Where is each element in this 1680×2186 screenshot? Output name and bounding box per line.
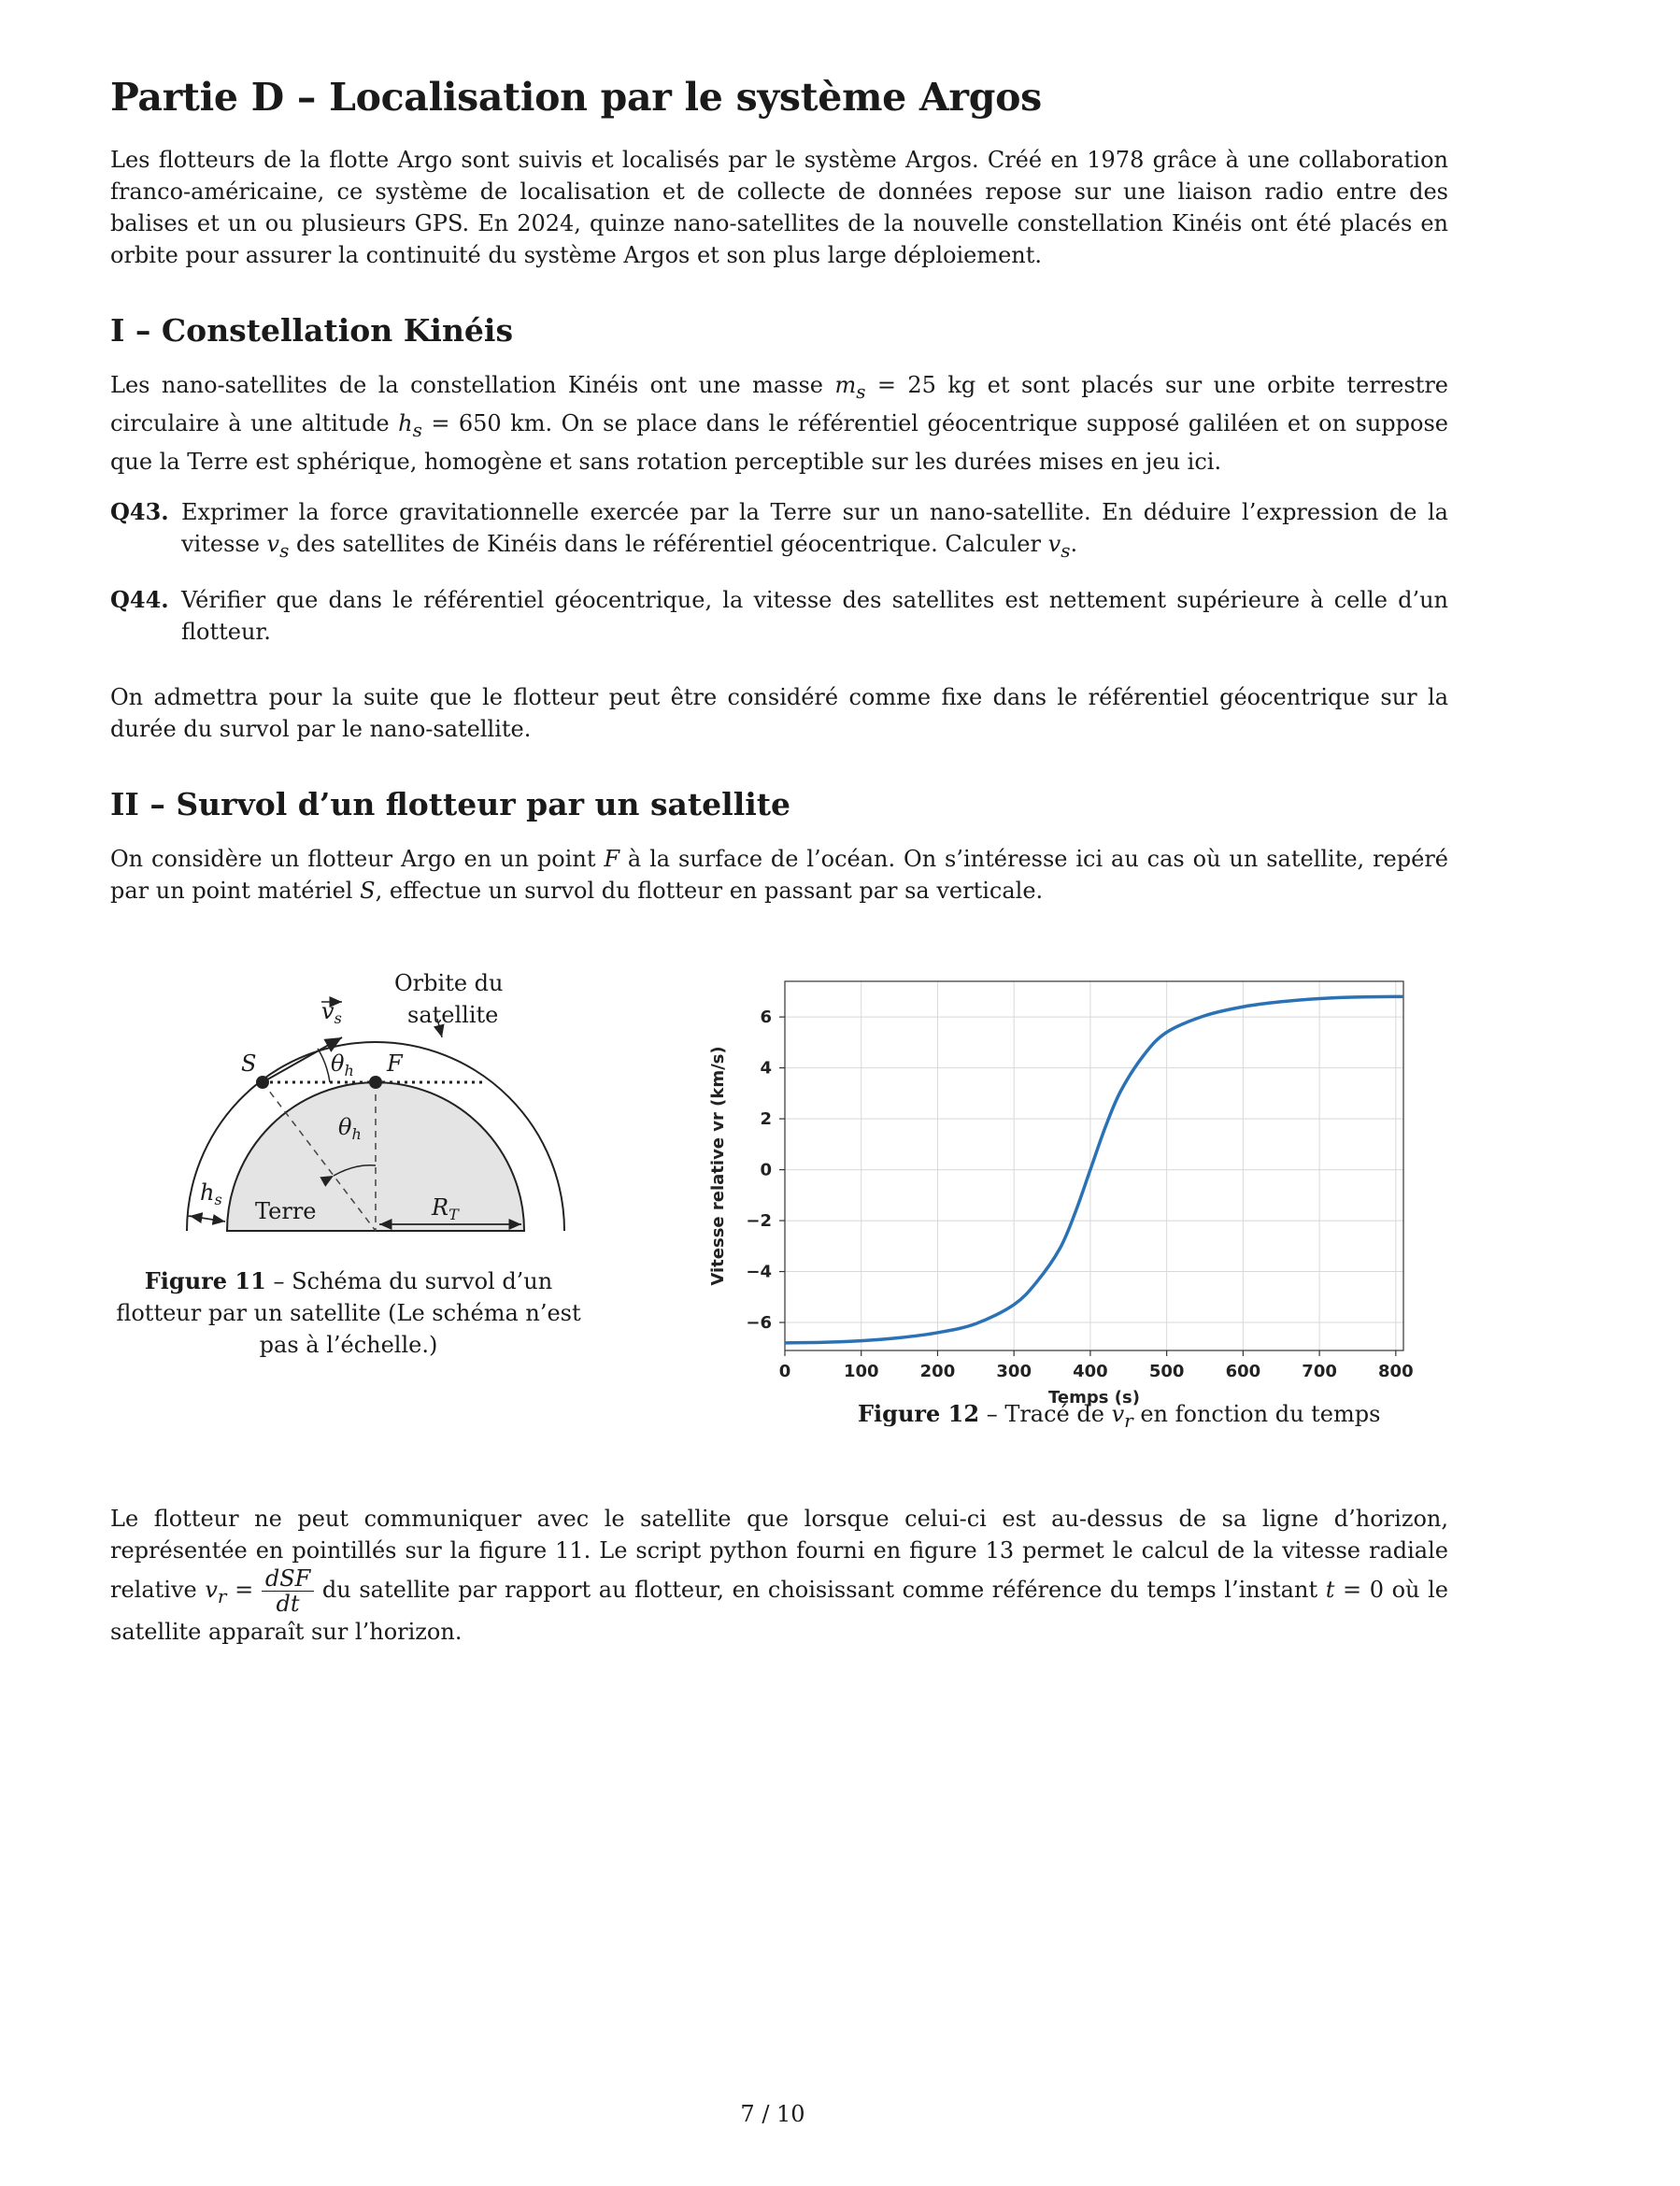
x-tick-label: 800 [1378, 1362, 1414, 1382]
x-axis-label: Temps (s) [1048, 1388, 1140, 1408]
x-tick-label: 700 [1302, 1362, 1337, 1382]
y-tick-label: 4 [760, 1059, 772, 1079]
satellite-point [256, 1076, 269, 1089]
y-axis-label: Vitesse relative vr (km/s) [708, 1046, 728, 1287]
velocity-chart [671, 944, 1493, 1408]
question-q44: Q44. Vérifier que dans le référentiel géocentrique, la vitesse des satellites est nettement supérieure à celle d’un flotteur. [110, 586, 1448, 646]
figure-11-caption: Figure 11 – Schéma du survol d’un flotteur par un satellite (Le schéma n’est pas à l’échelle.) [116, 1267, 581, 1359]
x-tick-label: 500 [1148, 1362, 1185, 1382]
x-tick-label: 600 [1225, 1362, 1261, 1382]
section-2-heading: II – Survol d’un flotteur par un satellite [110, 786, 791, 823]
page-title: Partie D – Localisation par le système Argos [110, 75, 1042, 120]
label-hs: $h_s$ [200, 1179, 222, 1209]
figure-12 [671, 944, 1493, 1436]
y-tick-label: 0 [760, 1160, 772, 1180]
plot-frame [785, 981, 1403, 1350]
orbit-label-1: Orbite du [394, 970, 504, 997]
y-tick-label: −2 [746, 1211, 772, 1232]
float-point [369, 1076, 382, 1089]
page-content [110, 75, 1448, 1648]
figures-row [110, 944, 1448, 1477]
label-theta-center: $\theta_h$ [338, 1114, 362, 1144]
label-theta-top: $\theta_h$ [331, 1050, 354, 1080]
label-f: F [387, 1050, 403, 1078]
orbit-label-2: satellite [407, 1002, 499, 1029]
y-tick-label: 6 [760, 1007, 772, 1028]
question-q43: Q43. Exprimer la force gravitationnelle exercée par la Terre sur un nano-satellite. En déduire l’expression de la vitesse $v_s$ des satellites de Kinéis dans le référentiel géocentrique. Calculer $v_s$. [110, 497, 1448, 562]
label-vs: $v_s$ [321, 998, 342, 1028]
figure-11 [110, 944, 634, 1361]
figure-12-caption: Figure 12 – Tracé de $v_r$ en fonction du temps [858, 1400, 1381, 1433]
y-tick-label: −6 [746, 1313, 772, 1334]
after-paragraph: Le flotteur ne peut communiquer avec le satellite que lorsque celui-ci est au-dessus de sa ligne d’horizon, représentée en pointillés sur la figure 11. Le script python fourni en figure 13 permet le calcul de la vitesse radiale relative $v_r$ = $\frac{\text{dSF}}{dt}$ du satellite par rapport au flotteur, en choisissant comme référence du temps l’instant t = 0 où le satellite apparaît sur l’horizon. [110, 1506, 1448, 1646]
page-number: 7 / 10 [740, 2101, 805, 2127]
section-1-heading: I – Constellation Kinéis [110, 312, 514, 349]
section-2-paragraph: On considère un flotteur Argo en un point F à la surface de l’océan. On s’intéresse ici au cas où un satellite, repéré par un point matériel S, effectue un survol du flotteur en passant par sa verticale. [110, 846, 1448, 905]
x-tick-label: 300 [996, 1362, 1032, 1382]
overflight-diagram [110, 944, 634, 1252]
section-1-paragraph: Les nano-satellites de la constellation Kinéis ont une masse $m_s = 25$ kg et sont placés sur une orbite terrestre circulaire à une altitude $h_s = 650$ km. On se place dans le référentiel géocentrique supposé galiléen et on suppose que la Terre est sphérique, homogène et sans rotation perceptible sur les durées mises en jeu ici. [110, 372, 1449, 475]
label-s: S [241, 1050, 257, 1078]
x-tick-label: 400 [1073, 1362, 1108, 1382]
x-tick-label: 200 [919, 1362, 956, 1382]
y-tick-label: 2 [760, 1109, 772, 1130]
admit-paragraph: On admettra pour la suite que le flotteur peut être considéré comme fixe dans le référentiel géocentrique sur la durée du survol par le nano-satellite. [110, 684, 1448, 743]
x-tick-label: 100 [843, 1362, 879, 1382]
x-tick-label: 0 [778, 1362, 791, 1382]
label-terre: Terre [255, 1198, 317, 1225]
y-tick-label: −4 [746, 1262, 772, 1282]
intro-paragraph: Les flotteurs de la flotte Argo sont suivis et localisés par le système Argos. Créé en 1978 grâce à une collaboration franco-américaine, ce système de localisation et de collecte de données repose sur une liaison radio entre des balises et un ou plusieurs GPS. En 2024, quinze nano-satellites de la nouvelle constellation Kinéis ont été placés en orbite pour assurer la continuité du système Argos et son plus large déploiement. [110, 147, 1448, 268]
label-rt: $R_T$ [432, 1194, 459, 1224]
